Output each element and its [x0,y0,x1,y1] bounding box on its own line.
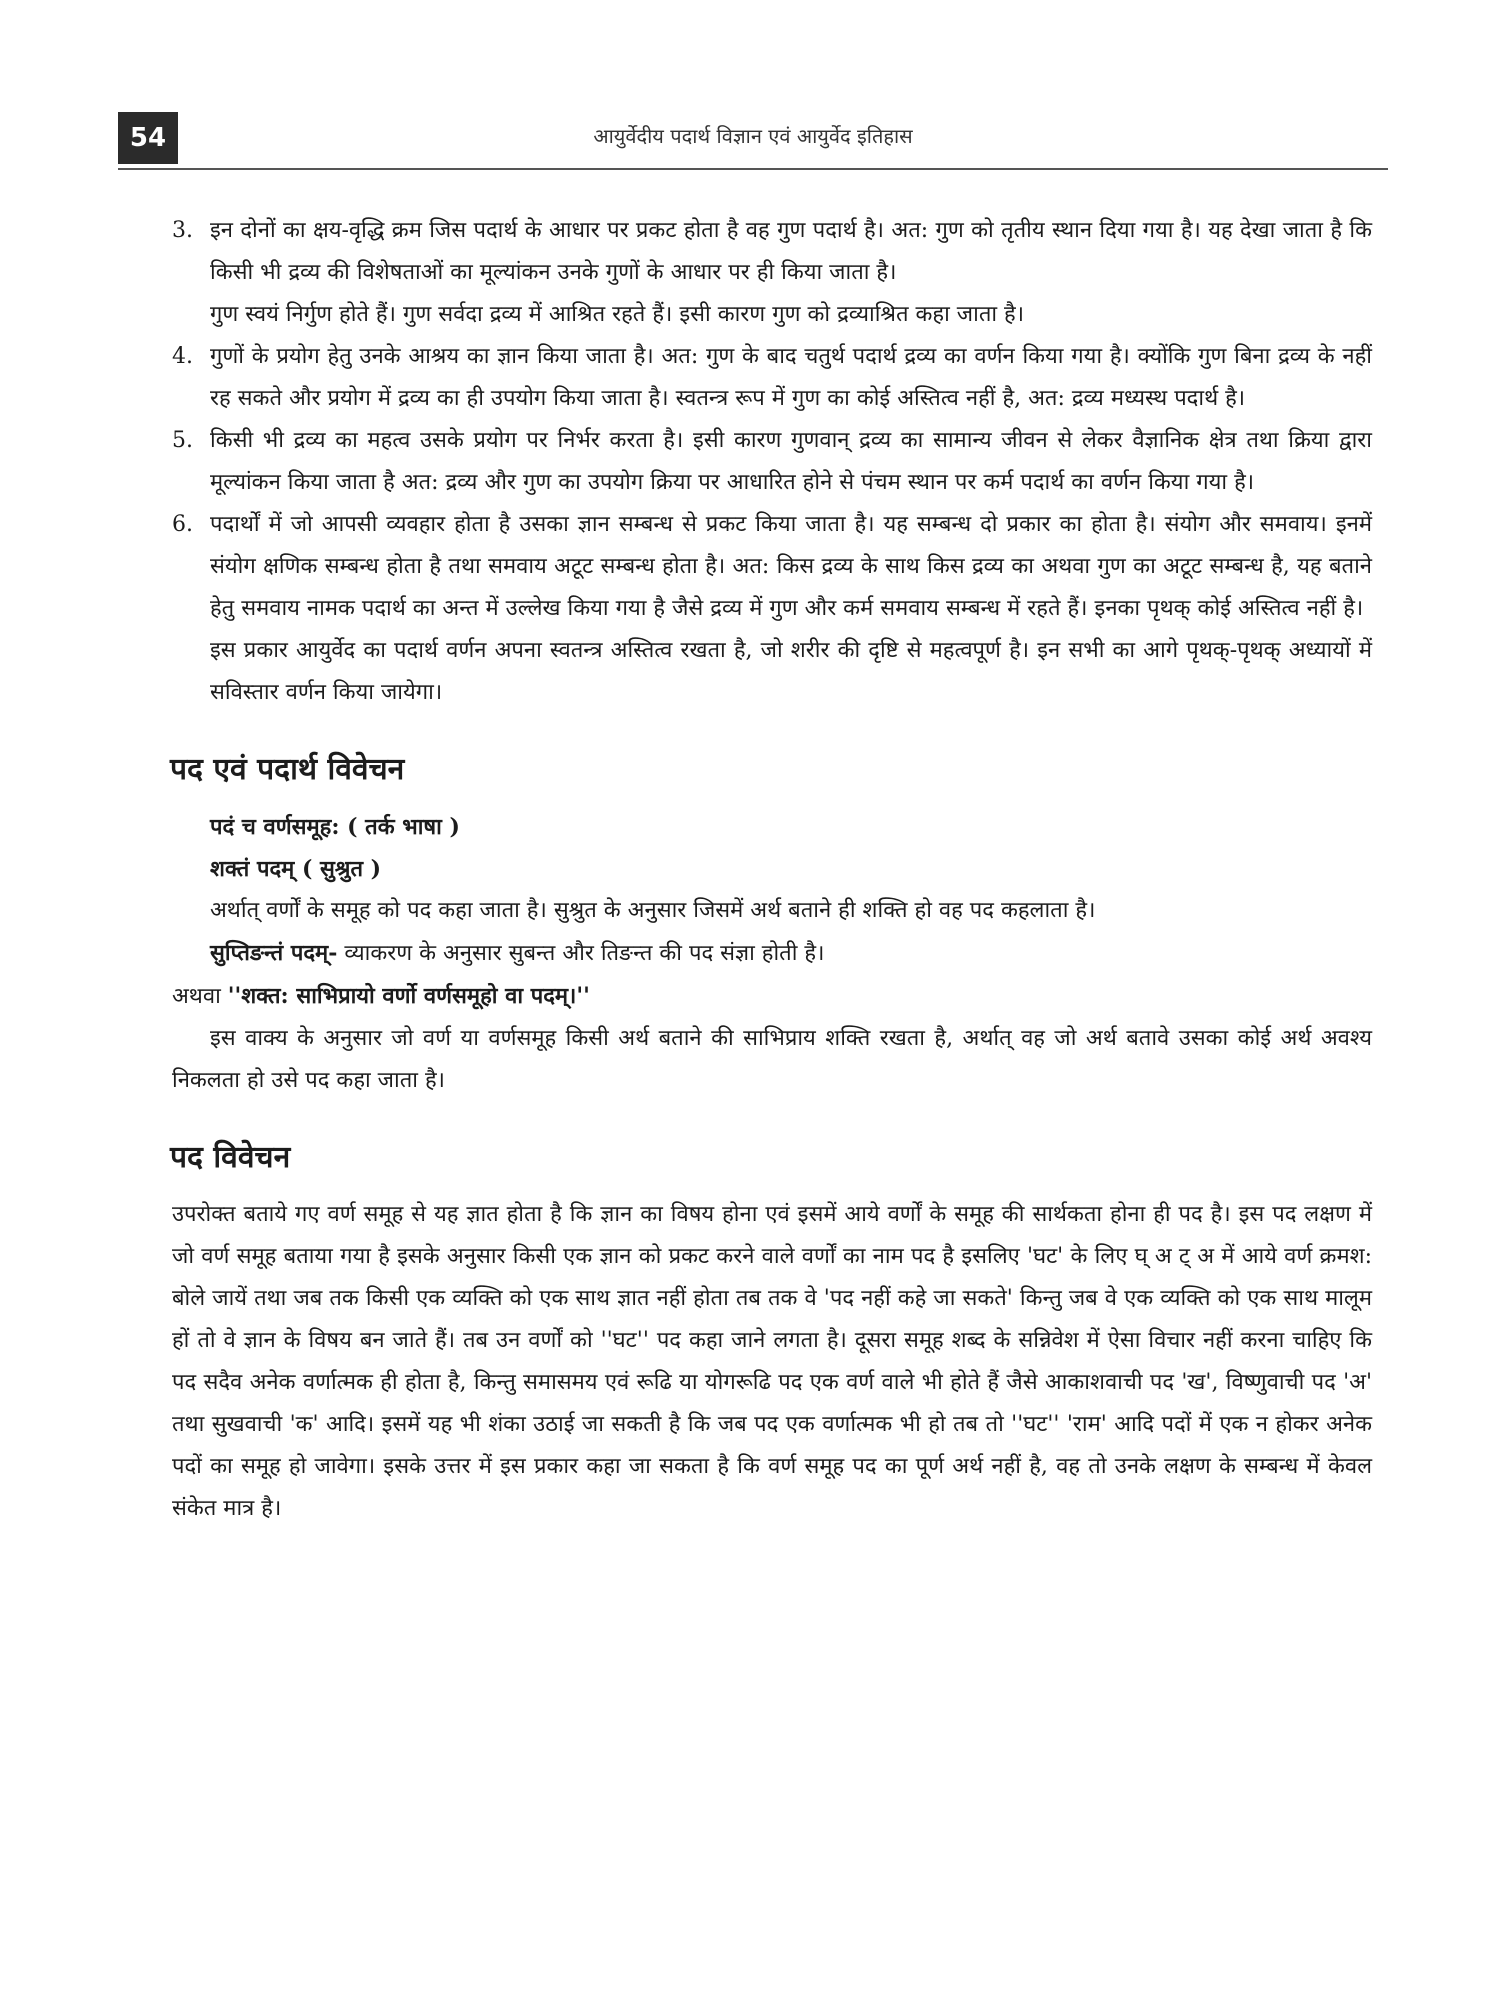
quote-tarka-bhasha: पदं च वर्णसमूह: ( तर्क भाषा ) [210,814,460,840]
list-item-4 [172,336,1372,420]
list-number: 3. [172,218,193,243]
paragraph-athava [172,975,1372,1018]
paragraph-meaning: अर्थात् वर्णों के समूह को पद कहा जाता है। सुश्रुत के अनुसार जिसमें अर्थ बताने ही शक्ति हो वह पद कहलाता है। [210,898,1096,923]
page-number: 54 [118,112,178,164]
athava-quote: ''शक्त: साभिप्रायो वर्णो वर्णसमूहो वा पदम्।'' [227,983,590,1009]
list-item-5 [172,420,1372,504]
section-heading-pad-vivechan: पद विवेचन [170,1140,291,1175]
list-item-6 [172,504,1372,630]
page-header [118,112,1388,170]
sutra-text: व्याकरण के अनुसार सुबन्त और तिङन्त की पद संज्ञा होती है। [337,941,825,966]
list-text: इन दोनों का क्षय-वृद्धि क्रम जिस पदार्थ के आधार पर प्रकट होता है वह गुण पदार्थ है। अत: गुण को तृतीय स्थान दिया गया है। यह देखा जाता है कि किसी भी द्रव्य की विशेषताओं का मूल्यांकन उनके गुणों के आधार पर ही किया जाता है। [210,218,1372,285]
section-heading-pad-padarth: पद एवं पदार्थ विवेचन [170,752,405,787]
paragraph-explanation: इस वाक्य के अनुसार जो वर्ण या वर्णसमूह किसी अर्थ बताने की साभिप्राय शक्ति रखता है, अर्थात् वह जो अर्थ बतावे उसका कोई अर्थ अवश्य निकलता हो उसे पद कहा जाता है। [172,1026,1372,1093]
list-item-3-extra: गुण स्वयं निर्गुण होते हैं। गुण सर्वदा द्रव्य में आश्रित रहते हैं। इसी कारण गुण को द्रव्याश्रित कहा जाता है। [210,302,1025,327]
paragraph-sutra [172,932,1372,975]
sutra-bold: सुप्तिङन्तं पदम्- [210,940,338,966]
list-text: गुणों के प्रयोग हेतु उनके आश्रय का ज्ञान किया जाता है। अत: गुण के बाद चतुर्थ पदार्थ द्रव्य का वर्णन किया गया है। क्योंकि गुण बिना द्रव्य के नहीं रह सकते और प्रयोग में द्रव्य का ही उपयोग किया जाता है। स्वतन्त्र रूप में गुण का कोई अस्तित्व नहीं है, अत: द्रव्य मध्यस्थ पदार्थ है। [210,344,1372,411]
list-item-3 [172,210,1372,294]
page-content [172,210,1372,1530]
list-number: 6. [172,512,193,537]
list-number: 4. [172,344,193,369]
quote-sushruta: शक्तं पदम् ( सुश्रुत ) [210,856,382,882]
list-text: पदार्थों में जो आपसी व्यवहार होता है उसका ज्ञान सम्बन्ध से प्रकट किया जाता है। यह सम्बन्ध दो प्रकार का होता है। संयोग और समवाय। इनमें संयोग क्षणिक सम्बन्ध होता है तथा समवाय अटूट सम्बन्ध होता है। अत: किस द्रव्य के साथ किस द्रव्य का अथवा गुण का अटूट सम्बन्ध है, यह बताने हेतु समवाय नामक पदार्थ का अन्त में उल्लेख किया गया है जैसे द्रव्य में गुण और कर्म समवाय सम्बन्ध में रहते हैं। इनका पृथक् कोई अस्तित्व नहीं है। [210,512,1372,621]
list-text: किसी भी द्रव्य का महत्व उसके प्रयोग पर निर्भर करता है। इसी कारण गुणवान् द्रव्य का सामान्य जीवन से लेकर वैज्ञानिक क्षेत्र तथा क्रिया द्वारा मूल्यांकन किया जाता है अत: द्रव्य और गुण का उपयोग क्रिया पर आधारित होने से पंचम स्थान पर कर्म पदार्थ का वर्णन किया गया है। [210,428,1372,495]
paragraph-pad-vivechan: उपरोक्त बताये गए वर्ण समूह से यह ज्ञात होता है कि ज्ञान का विषय होना एवं इसमें आये वर्णों के समूह की सार्थकता होना ही पद है। इस पद लक्षण में जो वर्ण समूह बताया गया है इसके अनुसार किसी एक ज्ञान को प्रकट करने वाले वर्णों का नाम पद है इसलिए 'घट' के लिए घ् अ ट् अ में आये वर्ण क्रमश: बोले जायें तथा जब तक किसी एक व्यक्ति को एक साथ ज्ञात नहीं होता तब तक वे 'पद नहीं कहे जा सकते' किन्तु जब वे एक व्यक्ति को एक साथ मालूम हों तो वे ज्ञान के विषय बन जाते हैं। तब उन वर्णों को ''घट'' पद कहा जाने लगता है। दूसरा समूह शब्द के सन्निवेश में ऐसा विचार नहीं करना चाहिए कि पद सदैव अनेक वर्णात्मक ही होता है, किन्तु समासमय एवं रूढि या योगरूढि पद एक वर्ण वाले भी होते हैं जैसे आकाशवाची पद 'ख', विष्णुवाची पद 'अ' तथा सुखवाची 'क' आदि। इसमें यह भी शंका उठाई जा सकती है कि जब पद एक वर्णात्मक भी हो तब तो ''घट'' 'राम' आदि पदों में एक न होकर अनेक पदों का समूह हो जावेगा। इसके उत्तर में इस प्रकार कहा जा सकता है कि वर्ण समूह पद का पूर्ण अर्थ नहीं है, वह तो उनके लक्षण के सम्बन्ध में केवल संकेत मात्र है। [172,1202,1372,1521]
athava-lead: अथवा [172,984,228,1009]
running-title: आयुर्वेदीय पदार्थ विज्ञान एवं आयुर्वेद इतिहास [593,124,913,148]
list-number: 5. [172,428,193,453]
list-item-6-extra: इस प्रकार आयुर्वेद का पदार्थ वर्णन अपना स्वतन्त्र अस्तित्व रखता है, जो शरीर की दृष्टि से महत्वपूर्ण है। इन सभी का आगे पृथक्-पृथक् अध्यायों में सविस्तार वर्णन किया जायेगा। [210,638,1372,705]
